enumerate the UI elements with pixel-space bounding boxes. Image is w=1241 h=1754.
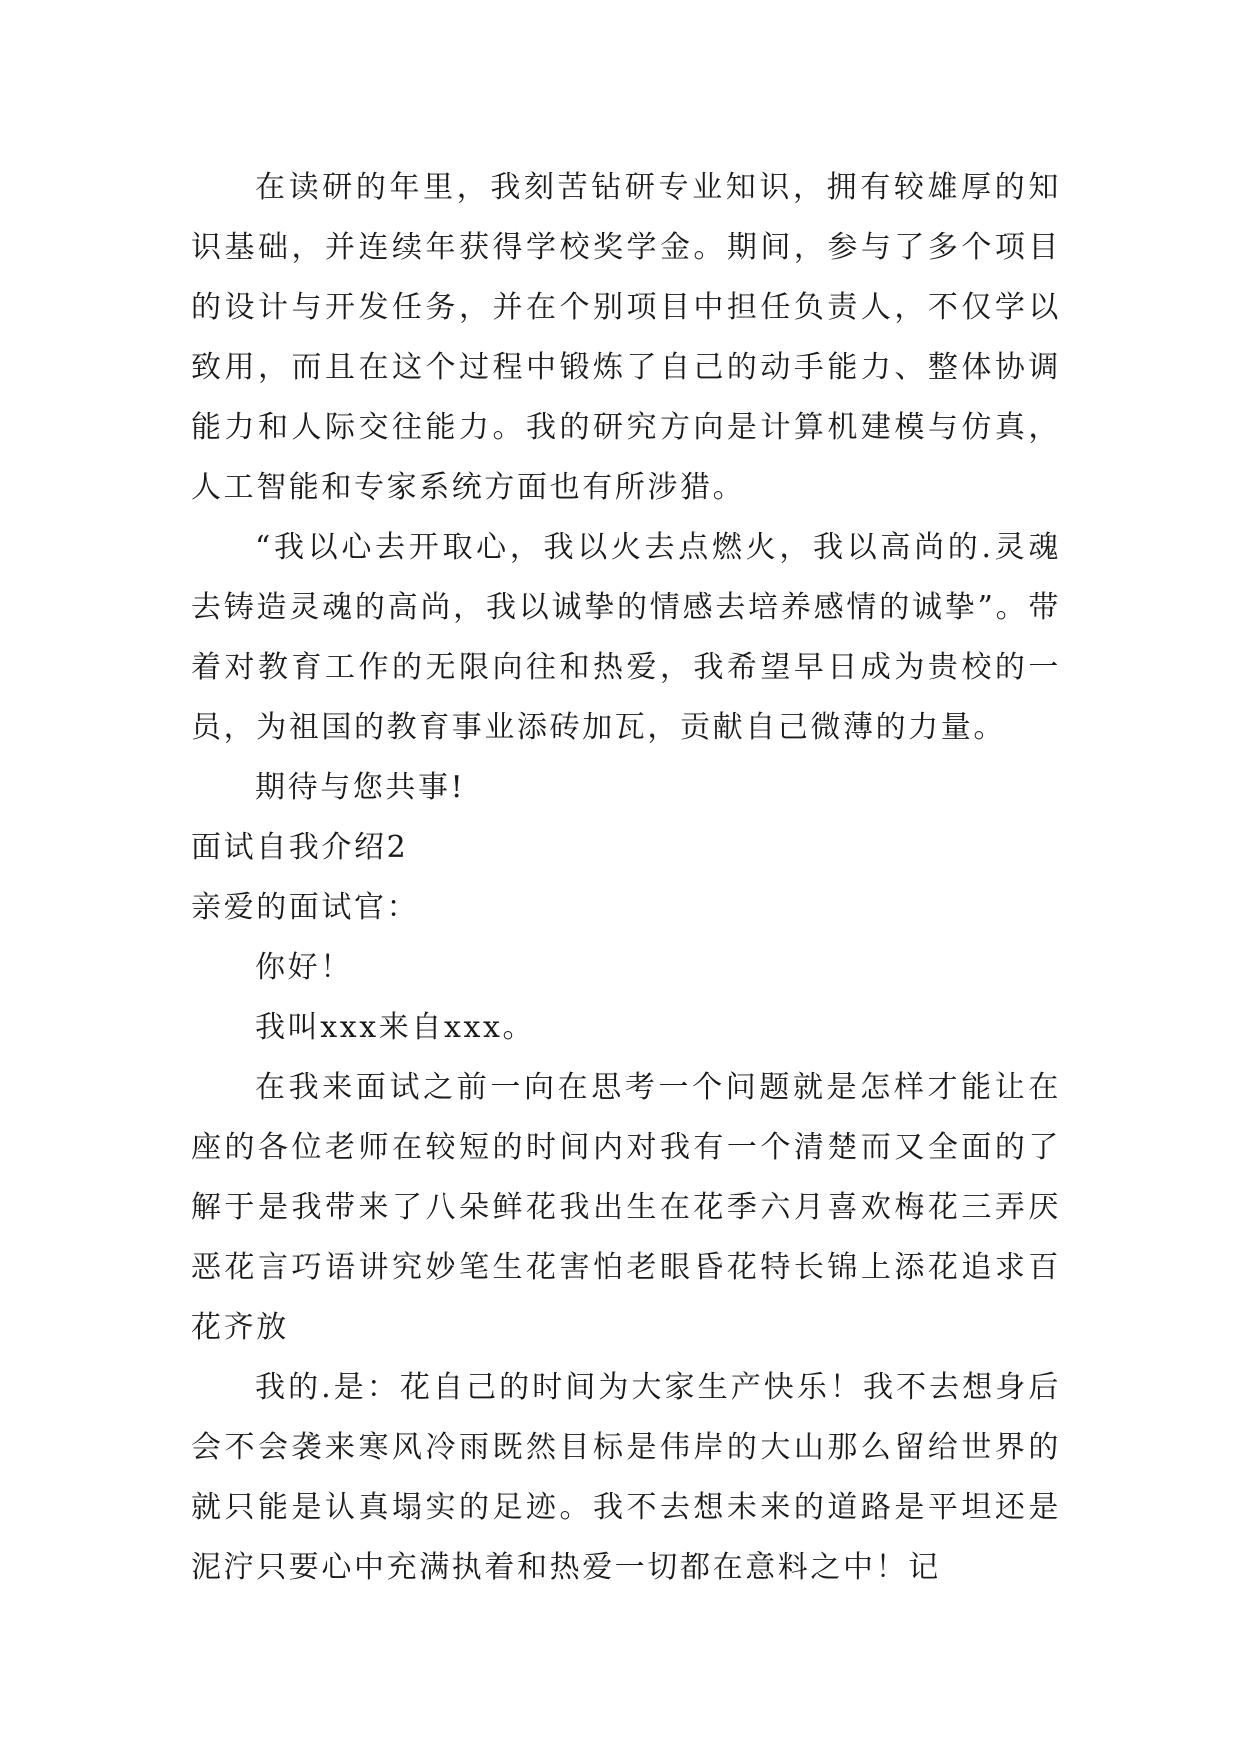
paragraph-research-experience: 在读研的年里，我刻苦钻研专业知识，拥有较雄厚的知识基础，并连续年获得学校奖学金。期间，参与了多个项目的设计与开发任务，并在个别项目中担任负责人，不仅学以致用，而且在这个过程中锻炼了自己的动手能力、整体协调能力和人际交往能力。我的研究方向是计算机建模与仿真，人工智能和专家系统方面也有所涉猎。 [191,170,1061,505]
paragraph-motto: 我的.是：花自己的时间为大家生产快乐！我不去想身后会不会袭来寒风冷雨既然目标是伟岸的大山那么留给世界的就只能是认真塌实的足迹。我不去想未来的道路是平坦还是泥泞只要心中充满执着和热爱一切都在意料之中！记 [191,1370,1061,1585]
paragraph-teaching-quote: “我以心去开取心，我以火去点燃火，我以高尚的.灵魂去铸造灵魂的高尚，我以诚挚的情感去培养感情的诚挚”。带着对教育工作的无限向往和热爱，我希望早日成为贵校的一员，为祖国的教育事业添砖加瓦，贡献自己微薄的力量。 [191,530,1061,745]
paragraph-name-intro: 我叫xxx来自xxx。 [255,1010,536,1045]
document-body [191,158,1061,1598]
section-heading: 面试自我介绍2 [191,830,409,865]
paragraph-eight-flowers: 在我来面试之前一向在思考一个问题就是怎样才能让在座的各位老师在较短的时间内对我有一个清楚而又全面的了解于是我带来了八朵鲜花我出生在花季六月喜欢梅花三弄厌恶花言巧语讲究妙笔生花害怕老眼昏花特长锦上添花追求百花齐放 [191,1070,1061,1345]
greeting: 你好！ [255,950,353,985]
paragraph-closing: 期待与您共事! [255,770,466,805]
salutation: 亲爱的面试官： [191,890,420,925]
